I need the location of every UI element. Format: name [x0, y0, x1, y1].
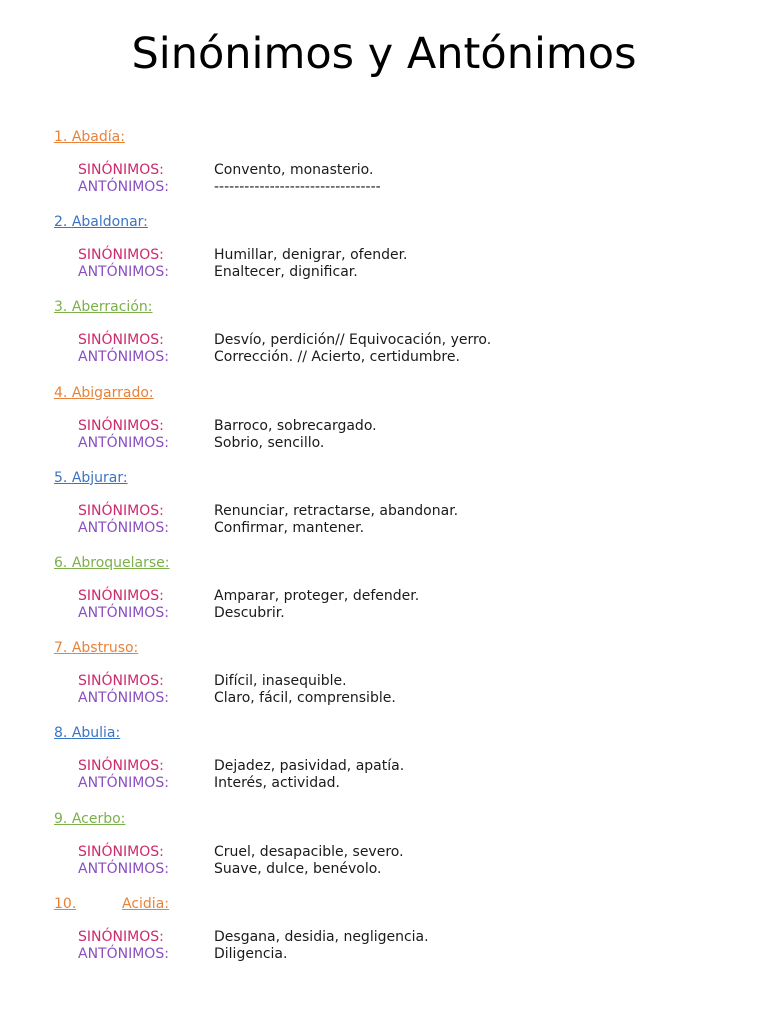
entry-word: Abjurar: [71, 469, 128, 486]
synonyms-label: SINÓNIMOS: [78, 417, 164, 434]
synonyms-label: SINÓNIMOS: [78, 502, 164, 519]
antonyms-row [78, 604, 285, 622]
synonyms-label: SINÓNIMOS: [78, 588, 164, 604]
entry-word: Abadía: [71, 129, 125, 145]
synonyms-value: Renunciar, retractarse, abandonar. [214, 502, 459, 519]
antonyms-label: ANTÓNIMOS: [78, 349, 169, 366]
entry-heading [54, 298, 734, 316]
entry-heading [54, 639, 734, 657]
antonyms-label: ANTÓNIMOS: [78, 860, 169, 877]
synonyms-label: SINÓNIMOS: [78, 162, 164, 178]
synonyms-value: Desvío, perdición// Equivocación, yerro. [214, 332, 492, 349]
entry-word: Abaldonar: [71, 214, 148, 231]
entry-4 [54, 384, 734, 451]
antonyms-row [78, 434, 324, 452]
synonyms-value: Desgana, desidia, negligencia. [214, 928, 429, 945]
antonyms-row [78, 178, 381, 196]
synonyms-row [78, 417, 377, 435]
synonyms-value: Dejadez, pasividad, apatía. [214, 758, 405, 775]
entry-number: 1. [54, 129, 72, 145]
page-title: Sinónimos y Antónimos [131, 29, 637, 79]
synonyms-row [78, 928, 429, 946]
entry-3 [54, 298, 734, 366]
synonyms-label: SINÓNIMOS: [78, 332, 164, 349]
antonyms-row [78, 348, 460, 366]
synonyms-row [78, 672, 347, 690]
synonyms-label: SINÓNIMOS: [78, 673, 164, 690]
entry-word: Abulia: [71, 725, 121, 742]
synonyms-row [78, 246, 407, 264]
antonyms-row [78, 860, 382, 878]
synonyms-value: Cruel, desapacible, severo. [214, 843, 404, 860]
entry-9 [54, 810, 734, 877]
entry-word: Abroquelarse: [71, 555, 170, 571]
antonyms-value: Enaltecer, dignificar. [214, 264, 358, 281]
entry-heading [54, 384, 734, 402]
synonyms-row [78, 502, 458, 520]
antonyms-label: ANTÓNIMOS: [78, 264, 169, 281]
antonyms-row [78, 263, 358, 281]
synonyms-value: Difícil, inasequible. [214, 673, 347, 690]
entry-number: 10. [54, 895, 77, 912]
entry-8 [54, 724, 734, 792]
synonyms-label: SINÓNIMOS: [78, 247, 164, 264]
entry-word: Acidia: [122, 895, 169, 912]
antonyms-row [78, 689, 396, 707]
entry-word: Abigarrado: [71, 384, 154, 401]
synonyms-value: Barroco, sobrecargado. [214, 417, 377, 434]
entry-heading [54, 554, 734, 572]
antonyms-value: Claro, fácil, comprensible. [214, 690, 396, 707]
entry-7 [54, 639, 734, 707]
entry-5 [54, 469, 734, 536]
synonyms-row [78, 843, 404, 861]
antonyms-label: ANTÓNIMOS: [78, 775, 169, 792]
synonyms-label: SINÓNIMOS: [78, 758, 164, 775]
synonyms-value: Convento, monasterio. [214, 162, 374, 178]
entry-number: 6. [54, 555, 72, 571]
antonyms-value: Suave, dulce, benévolo. [214, 860, 382, 877]
entry-number: 8. [54, 725, 72, 742]
antonyms-label: ANTÓNIMOS: [78, 690, 169, 707]
antonyms-row [78, 774, 340, 792]
antonyms-row [78, 519, 364, 537]
entry-heading [54, 810, 734, 828]
synonyms-label: SINÓNIMOS: [78, 843, 164, 860]
antonyms-value: Interés, actividad. [214, 775, 340, 792]
entry-word: Aberración: [71, 299, 153, 316]
entry-number: 4. [54, 384, 72, 401]
antonyms-value: Corrección. // Acierto, certidumbre. [214, 349, 460, 366]
antonyms-value: --------------------------------- [214, 179, 381, 195]
synonyms-label: SINÓNIMOS: [78, 928, 164, 945]
antonyms-label: ANTÓNIMOS: [78, 434, 169, 451]
synonyms-value: Humillar, denigrar, ofender. [214, 247, 408, 264]
antonyms-label: ANTÓNIMOS: [78, 605, 169, 621]
entry-2 [54, 213, 734, 281]
entry-heading [54, 213, 734, 231]
entry-number: 5. [54, 469, 72, 486]
antonyms-value: Descubrir. [214, 605, 285, 621]
synonyms-row [78, 331, 491, 349]
entry-heading [54, 895, 734, 913]
entry-1 [54, 128, 734, 195]
synonyms-row [78, 757, 404, 775]
entry-heading [54, 128, 734, 146]
antonyms-value: Sobrio, sencillo. [214, 434, 325, 451]
entry-number: 7. [54, 640, 72, 657]
synonyms-value: Amparar, proteger, defender. [214, 588, 420, 604]
antonyms-value: Confirmar, mantener. [214, 519, 365, 536]
synonyms-row [78, 587, 419, 605]
entry-word: Acerbo: [71, 810, 126, 827]
entry-word: Abstruso: [71, 640, 139, 657]
entry-number: 9. [54, 810, 72, 827]
antonyms-row [78, 945, 287, 963]
antonyms-label: ANTÓNIMOS: [78, 945, 169, 962]
antonyms-label: ANTÓNIMOS: [78, 519, 169, 536]
entry-number: 3. [54, 299, 72, 316]
entry-number: 2. [54, 214, 72, 231]
entry-heading [54, 469, 734, 487]
entry-6 [54, 554, 734, 621]
entry-heading [54, 724, 734, 742]
antonyms-value: Diligencia. [214, 945, 288, 962]
antonyms-label: ANTÓNIMOS: [78, 179, 169, 195]
entry-10 [54, 895, 734, 962]
synonyms-row [78, 161, 373, 179]
